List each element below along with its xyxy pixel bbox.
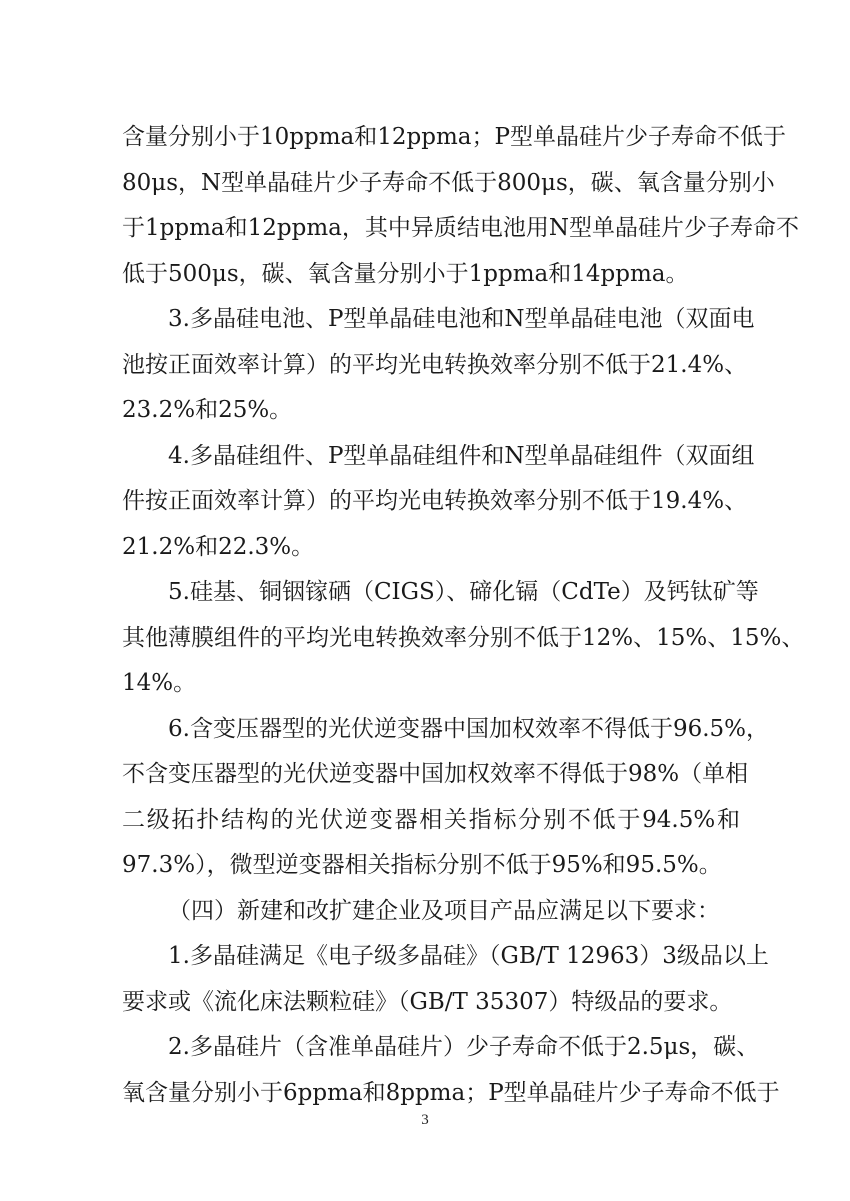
text-line: 池按正面效率计算）的平均光电转换效率分别不低于21.4%、 [122,351,748,378]
text-line: 4.多晶硅组件、P型单晶硅组件和N型单晶硅组件（双面组 [168,442,755,469]
text-line: 14%。 [122,670,197,696]
text-line: 1.多晶硅满足《电子级多晶硅》（GB/T 12963）3级品以上 [168,943,769,969]
page-number: 3 [421,1112,429,1128]
text-line: 6.含变压器型的光伏逆变器中国加权效率不得低于96.5%， [168,715,770,742]
text-line: 3.多晶硅电池、P型单晶硅电池和N型单晶硅电池（双面电 [168,306,755,332]
text-line: 于1ppma和12ppma，其中异质结电池用N型单晶硅片少子寿命不 [122,215,799,241]
text-line: 低于500μs，碳、氧含量分别小于1ppma和14ppma。 [122,260,689,287]
text-line: 21.2%和22.3%。 [122,533,315,560]
document-body [122,115,805,1116]
text-line: 23.2%和25%。 [122,397,293,423]
text-line: 氧含量分别小于6ppma和8ppma；P型单晶硅片少子寿命不低于 [122,1079,780,1106]
text-line: 其他薄膜组件的平均光电转换效率分别不低于12%、15%、15%、 [122,624,805,651]
section-heading: （四）新建和改扩建企业及项目产品应满足以下要求： [168,897,720,924]
text-line: 80μs，N型单晶硅片少子寿命不低于800μs，碳、氧含量分别小 [122,169,775,196]
text-line: 二级拓扑结构的光伏逆变器相关指标分别不低于94.5%和 [122,806,740,833]
text-line: 件按正面效率计算）的平均光电转换效率分别不低于19.4%、 [122,488,748,514]
text-line: 5.硅基、铜铟镓硒（CIGS）、碲化镉（CdTe）及钙钛矿等 [168,579,759,605]
text-line: 含量分别小于10ppma和12ppma；P型单晶硅片少子寿命不低于 [122,124,786,150]
text-line: 2.多晶硅片（含准单晶硅片）少子寿命不低于2.5μs，碳、 [168,1034,760,1060]
text-line: 要求或《流化床法颗粒硅》（GB/T 35307）特级品的要求。 [122,988,733,1015]
text-line: 不含变压器型的光伏逆变器中国加权效率不得低于98%（单相 [122,761,749,787]
text-line: 97.3%），微型逆变器相关指标分别不低于95%和95.5%。 [122,852,722,878]
